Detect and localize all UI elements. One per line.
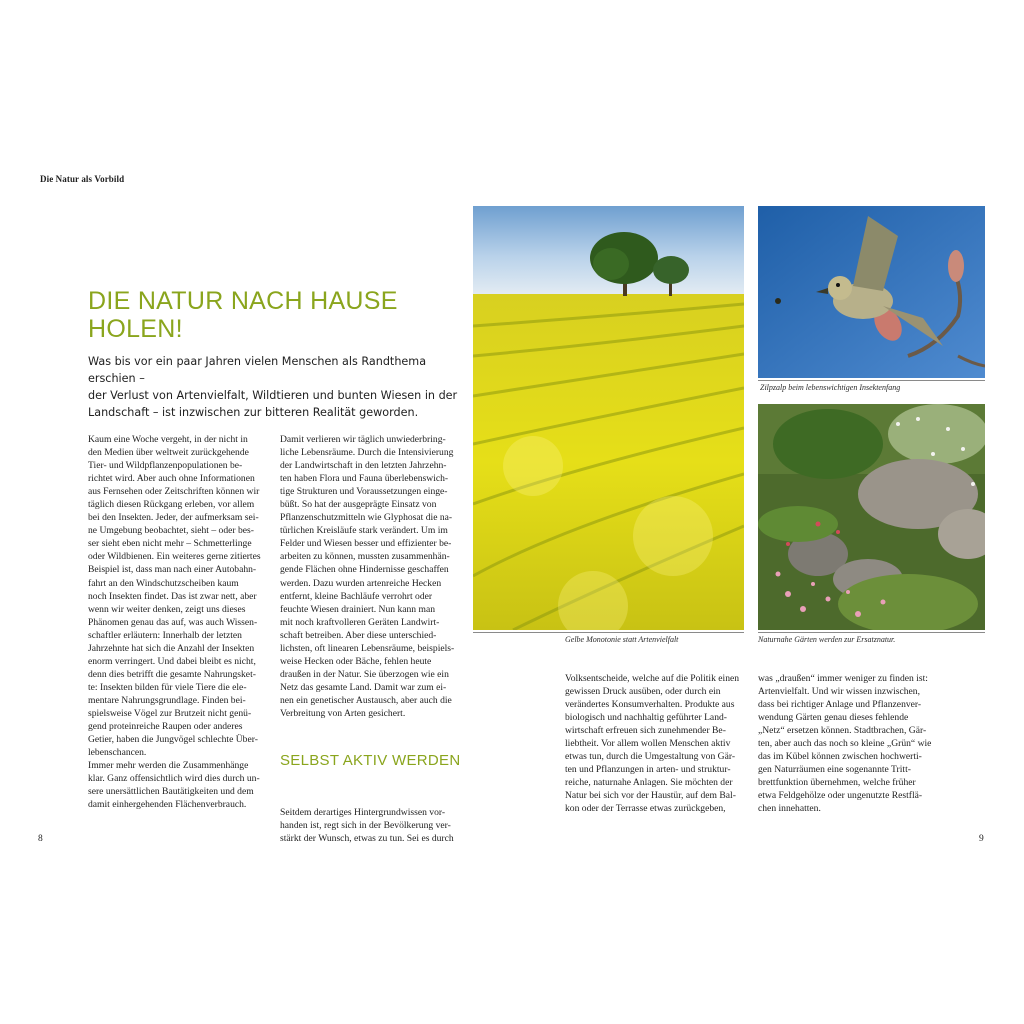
text-line: chen innehatten. (758, 803, 821, 815)
title-line-1: DIE NATUR NACH HAUSE (88, 287, 398, 315)
text-line: damit einhergehenden Flächenverbrauch. (88, 799, 247, 811)
text-line: handen ist, regt sich in der Bevölkerung ver- (280, 820, 451, 832)
text-line: täglich diesen Rückgang erleben, vor allem (88, 499, 255, 511)
text-line: Damit verlieren wir täglich unwiederbring- (280, 434, 446, 445)
text-line: das im Kübel können zwischen hochwerti- (758, 751, 922, 763)
text-line: gende Flächen ohne Hindernisse geschaffen (280, 564, 449, 576)
text-line: ten und Pflanzungen in arten- und struktur- (565, 764, 731, 776)
text-line: denn dies betrifft die gesamte Nahrungsket- (88, 668, 256, 680)
text-line: schaft betreiben. Aber diese unterschied- (280, 629, 437, 641)
text-line: spielsweise Vögel zur Brutzeit nicht genü- (88, 707, 252, 719)
text-line: liebtheit. Vor allem wollen Menschen aktiv (565, 738, 731, 750)
lead-line: Was bis vor ein paar Jahren vielen Menschen als Randthema erschien – (88, 355, 427, 385)
body-column-4 (758, 672, 988, 816)
text-line: verändertes Konsumverhalten. Produkte aus (565, 699, 735, 711)
text-line: büßt. So hat der ausgeprägte Einsatz von (280, 499, 437, 511)
text-line: Immer mehr werden die Zusammenhänge (88, 760, 249, 772)
title-line-2: HOLEN! (88, 315, 183, 343)
text-line: türlichen Kreisläufe stark verändert. Um im (280, 525, 448, 537)
text-line: etwa Feldgehölze oder ungenutzte Restflä- (758, 790, 923, 802)
caption-rule (758, 380, 985, 381)
text-line: weise Hecken oder Bäche, fehlen heute (280, 655, 432, 667)
body-column-1 (88, 433, 268, 811)
text-line: Beispiel ist, dass man nach einer Autobahn- (88, 564, 257, 576)
bird-caption: Zilpzalp beim lebenswichtigen Insektenfang (760, 383, 901, 392)
text-line: richtet wird. Aber auch ohne Informationen (88, 473, 255, 485)
text-line: Phänomen genau das auf, was auch Wissen- (88, 616, 258, 628)
text-line: draußen in der Natur. Sie überzogen wie ein (280, 668, 449, 680)
text-line: Volksentscheide, welche auf die Politik einen (565, 673, 740, 684)
text-line: Kaum eine Woche vergeht, in der nicht in (88, 434, 248, 445)
text-line: Artenvielfalt. Und wir wissen inzwischen, (758, 686, 920, 698)
text-line: schaftler erläutern: Innerhalb der letzten (88, 629, 242, 641)
lead-line: Landschaft – ist inzwischen zur bitteren Realität geworden. (88, 406, 419, 419)
text-line: Pflanzenschutzmitteln wie Glyphosat die na- (280, 512, 453, 524)
text-line: noch Insekten findet. Das ist zwar nett, aber (88, 590, 257, 602)
text-line: werden. Dazu wurden artenreiche Hecken (280, 577, 442, 589)
caption-rule (473, 632, 744, 633)
text-line: mit noch kraftvolleren Geräten Landwirt- (280, 616, 440, 628)
text-line: entfernt, kleine Bachläufe verrohrt oder (280, 590, 433, 602)
text-line: oder Wildbienen. Ein weiteres gerne zitiertes (88, 551, 261, 563)
text-line: sere unersättlichen Bautätigkeiten und dem (88, 786, 254, 798)
text-line: den Medien über weltweit zurückgehende (88, 447, 249, 459)
text-line: bei den Insekten. Jeder, der aufmerksam sei- (88, 512, 259, 524)
text-line: brettfunktion übernehmen, welche früher (758, 777, 916, 789)
text-line: klar. Ganz offensichtlich wird dies durch un- (88, 773, 260, 785)
text-line: biologisch und nachhaltig geführter Land- (565, 712, 727, 724)
text-line: ser sieht eben nicht mehr – Schmetterlinge (88, 538, 252, 550)
text-line: Natur bei sich vor der Haustür, auf dem Bal- (565, 790, 736, 802)
text-line: arbeiten zu können, mussten zusammenhän- (280, 551, 450, 563)
lead-line: der Verlust von Artenvielfalt, Wildtieren und bunten Wiesen in der (88, 389, 458, 402)
text-line: kon oder der Terrasse etwas zurückgeben, (565, 803, 726, 815)
body-column-2 (280, 433, 470, 720)
text-line: gen Naturräumen eine sogenannte Tritt- (758, 764, 911, 776)
text-line: lebenschancen. (88, 747, 147, 759)
text-line: te: Insekten bilden für viele Tiere die ele- (88, 681, 247, 693)
text-line: stärkt der Wunsch, etwas zu tun. Sei es durch (280, 833, 454, 845)
text-line: ten, aber auch das noch so kleine „Grün“ wie (758, 738, 932, 750)
text-line: etwas tun, durch die Umgestaltung von Gär- (565, 751, 736, 763)
text-line: wenn wir weiter denken, zeigt uns dieses (88, 603, 246, 615)
text-line: ne Umgebung beobachtet, sieht – oder bes- (88, 525, 254, 537)
text-line: tige Strukturen und Voraussetzungen einge- (280, 486, 448, 498)
text-line: der Landwirtschaft in den letzten Jahrzehn- (280, 460, 447, 472)
page-number-left: 8 (38, 834, 43, 844)
text-line: Felder und Wiesen besser und effizienter be- (280, 538, 452, 550)
text-line: „Netz“ ersetzen können. Stadtbrachen, Gär- (758, 725, 927, 737)
chiffchaff-bird-photo (758, 206, 985, 378)
running-head: Die Natur als Vorbild (40, 174, 125, 184)
text-line: Jahrzehnte hat sich die Anzahl der Insekten (88, 642, 255, 654)
text-line: fahrt an den Windschutzscheiben kaum (88, 577, 239, 589)
text-line: nen ein genetischer Austausch, aber auch die (280, 694, 452, 706)
text-line: Seitdem derartiges Hintergrundwissen vor- (280, 807, 446, 818)
garden-caption: Naturnahe Gärten werden zur Ersatznatur. (758, 635, 896, 644)
text-line: lichsten, oft linearen Lebensräume, beispiels- (280, 642, 455, 654)
text-line: enorm verringert. Und dabei bleibt es nicht, (88, 655, 256, 667)
lead-paragraph (88, 353, 468, 421)
rapeseed-field-photo (473, 206, 744, 630)
text-line: reiche, naturnahe Anlagen. Sie möchten der (565, 777, 733, 789)
text-line: wendung Gärten genau dieses fehlende (758, 712, 909, 724)
natural-garden-photo (758, 404, 985, 630)
body-column-3 (565, 672, 745, 816)
text-line: gewissen Druck ausüben, oder durch ein (565, 686, 721, 698)
page-title (88, 287, 468, 343)
text-line: mentare Nahrungsgrundlage. Finden bei- (88, 694, 246, 706)
rapeseed-caption: Gelbe Monotonie statt Artenvielfalt (565, 635, 679, 644)
text-line: wirtschaft erfreuen sich zunehmender Be- (565, 725, 726, 737)
body-column-2-continued (280, 806, 470, 845)
text-line: ten haben Flora und Fauna überlebenswich- (280, 473, 449, 485)
section-subheading: SELBST AKTIV WERDEN (280, 752, 461, 769)
text-line: was „draußen“ immer weniger zu finden ist: (758, 673, 928, 684)
text-line: Netz das gesamte Land. Damit war zum ei- (280, 681, 447, 693)
text-line: Getier, haben die Jungvögel schlechte Über- (88, 734, 258, 746)
text-line: Tier- und Wildpflanzenpopulationen be- (88, 460, 243, 472)
page-number-right: 9 (979, 834, 984, 844)
text-line: dass bei richtiger Anlage und Pflanzenver- (758, 699, 922, 711)
caption-rule (758, 632, 985, 633)
text-line: liche Lebensräume. Durch die Intensivierung (280, 447, 454, 459)
text-line: feuchte Wiesen drainiert. Nun kann man (280, 603, 436, 615)
text-line: gend proteinreiche Raupen oder anderes (88, 721, 243, 733)
text-line: Verbreitung von Arten gesichert. (280, 707, 406, 719)
text-line: aus Fernsehen oder Zeitschriften können wir (88, 486, 260, 498)
